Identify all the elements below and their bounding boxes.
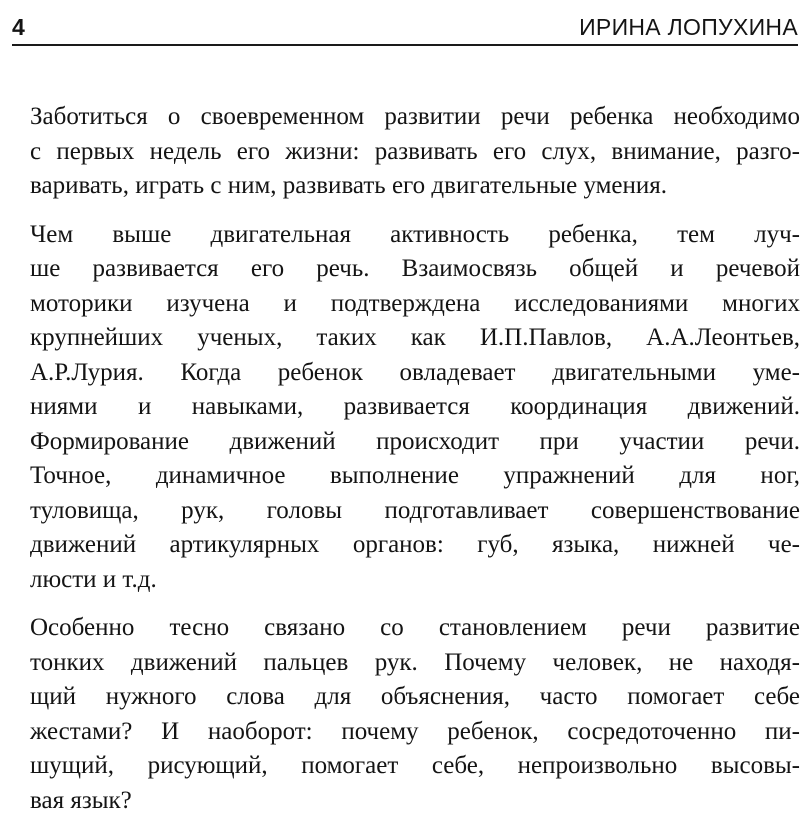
text-line: жестами? И наоборот: почему ребенок, сосредоточенно пи- [30,717,800,745]
text-line: крупнейших ученых, таких как И.П.Павлов, А.А.Леонтьев, [30,324,800,351]
text-line: люсти и т.д. [30,565,157,593]
text-line: тонких движений пальцев рук. Почему человек, не находя- [30,648,800,676]
page-header [12,10,798,46]
text-line: Формирование движений происходит при участии речи. [30,427,800,455]
paragraph-3 [30,611,800,818]
text-line: А.Р.Лурия. Когда ребенок овладевает двигательными уме- [30,358,800,386]
text-line: Особенно тесно связано со становлением речи развитие [30,614,800,641]
body-text [30,100,800,832]
text-line: ниями и навыками, развивается координация движений. [30,393,800,420]
page-number: 4 [12,14,25,40]
text-line: Заботиться о своевременном развитии речи ребенка необходимо [30,103,800,130]
text-line: щий нужного слова для объяснения, часто помогает себе [30,683,800,710]
text-line: моторики изучена и подтверждена исследованиями многих [30,289,800,317]
text-line: туловища, рук, головы подготавливает совершенствование [30,496,800,524]
text-line: Чем выше двигательная активность ребенка, тем луч- [30,220,800,248]
paragraph-1 [30,100,800,204]
text-line: Точное, динамичное выполнение упражнений для ног, [30,462,800,489]
text-line: вая язык? [30,786,132,814]
text-line: шущий, рисующий, помогает себе, непроизвольно высовы- [30,752,800,779]
running-head-author: ИРИНА ЛОПУХИНА [579,14,798,40]
text-line: движений артикулярных органов: губ, языка, нижней че- [30,531,800,558]
text-line: варивать, играть с ним, развивать его двигательные умения. [30,172,668,199]
text-line: ше развивается его речь. Взаимосвязь общей и речевой [30,255,800,282]
paragraph-2 [30,218,800,598]
text-line: с первых недель его жизни: развивать его слух, внимание, разго- [30,137,800,165]
